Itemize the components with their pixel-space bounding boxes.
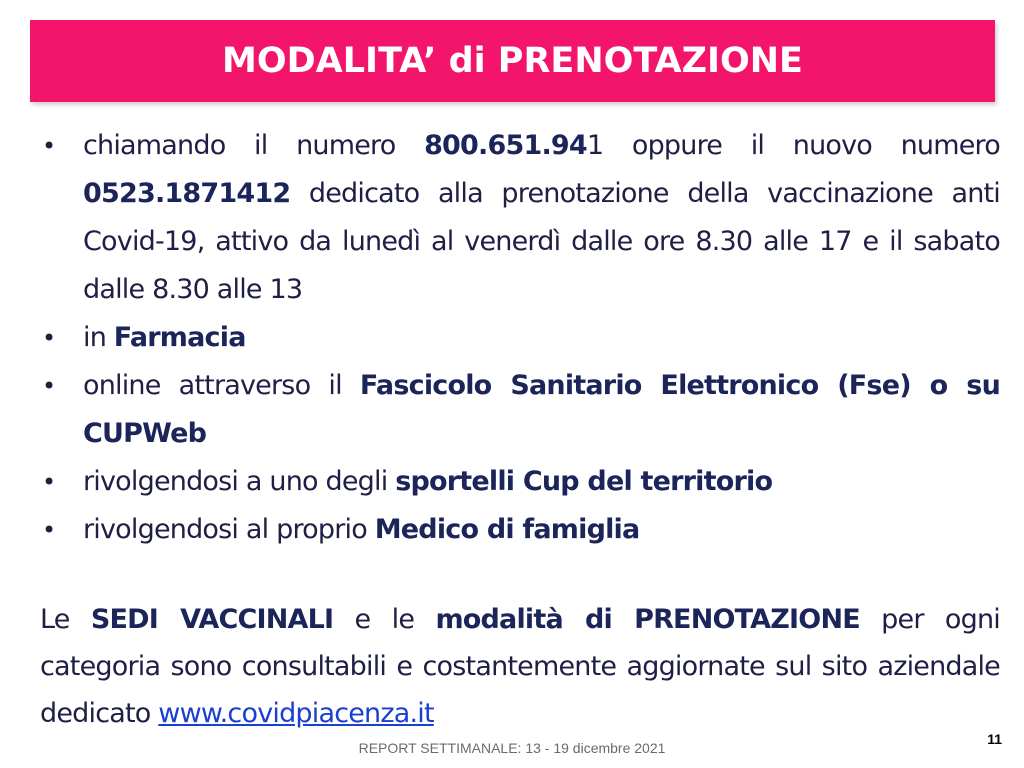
bullet-text: 1 oppure il nuovo numero — [586, 130, 1000, 161]
bullet-icon: • — [42, 516, 56, 544]
bullet-emphasis: sportelli Cup del territorio — [395, 466, 773, 497]
closing-text: per ogni categoria sono consultabili e costantemente aggiornate sul sito aziendale dedicato — [40, 604, 1000, 729]
list-item — [40, 458, 1000, 506]
bullet-text: in — [83, 322, 114, 353]
list-item — [40, 362, 1000, 458]
bullet-icon: • — [42, 468, 56, 496]
bullet-text: rivolgendosi a uno degli — [83, 466, 396, 497]
bullet-icon: • — [42, 372, 56, 400]
website-link[interactable]: www.covidpiacenza.it — [158, 698, 434, 729]
booking-methods-list — [40, 122, 1000, 554]
bullet-emphasis: Medico di famiglia — [374, 514, 640, 545]
closing-text: e le — [333, 604, 436, 635]
toll-free-number: 800.651.94 — [424, 130, 587, 161]
bullet-text: dedicato alla prenotazione della vaccinazione anti Covid-19, attivo da lunedì al venerdì dalle ore 8.30 alle 17 e il sabato dalle 8.30 alle 13 — [83, 178, 1000, 305]
bullet-text: rivolgendosi al proprio — [83, 514, 375, 545]
bullet-text: chiamando il numero — [83, 130, 425, 161]
bullet-emphasis: Fascicolo Sanitario Elettronico (Fse) o su CUPWeb — [83, 370, 1000, 449]
closing-text: Le — [40, 604, 91, 635]
page-title: MODALITA’ di PRENOTAZIONE — [222, 41, 803, 81]
phone-number: 0523.1871412 — [83, 178, 291, 209]
list-item — [40, 314, 1000, 362]
report-footer: REPORT SETTIMANALE: 13 - 19 dicembre 2021 — [358, 740, 666, 756]
bullet-icon: • — [42, 132, 56, 160]
list-item — [40, 122, 1000, 314]
bullet-emphasis: Farmacia — [113, 322, 246, 353]
closing-paragraph — [40, 596, 1000, 737]
closing-emphasis: modalità di PRENOTAZIONE — [435, 604, 860, 635]
title-banner — [30, 20, 995, 102]
bullet-text: online attraverso il — [83, 370, 360, 401]
bullet-icon: • — [42, 324, 56, 352]
list-item — [40, 506, 1000, 554]
page-number: 11 — [987, 731, 1002, 747]
closing-emphasis: SEDI VACCINALI — [90, 604, 334, 635]
